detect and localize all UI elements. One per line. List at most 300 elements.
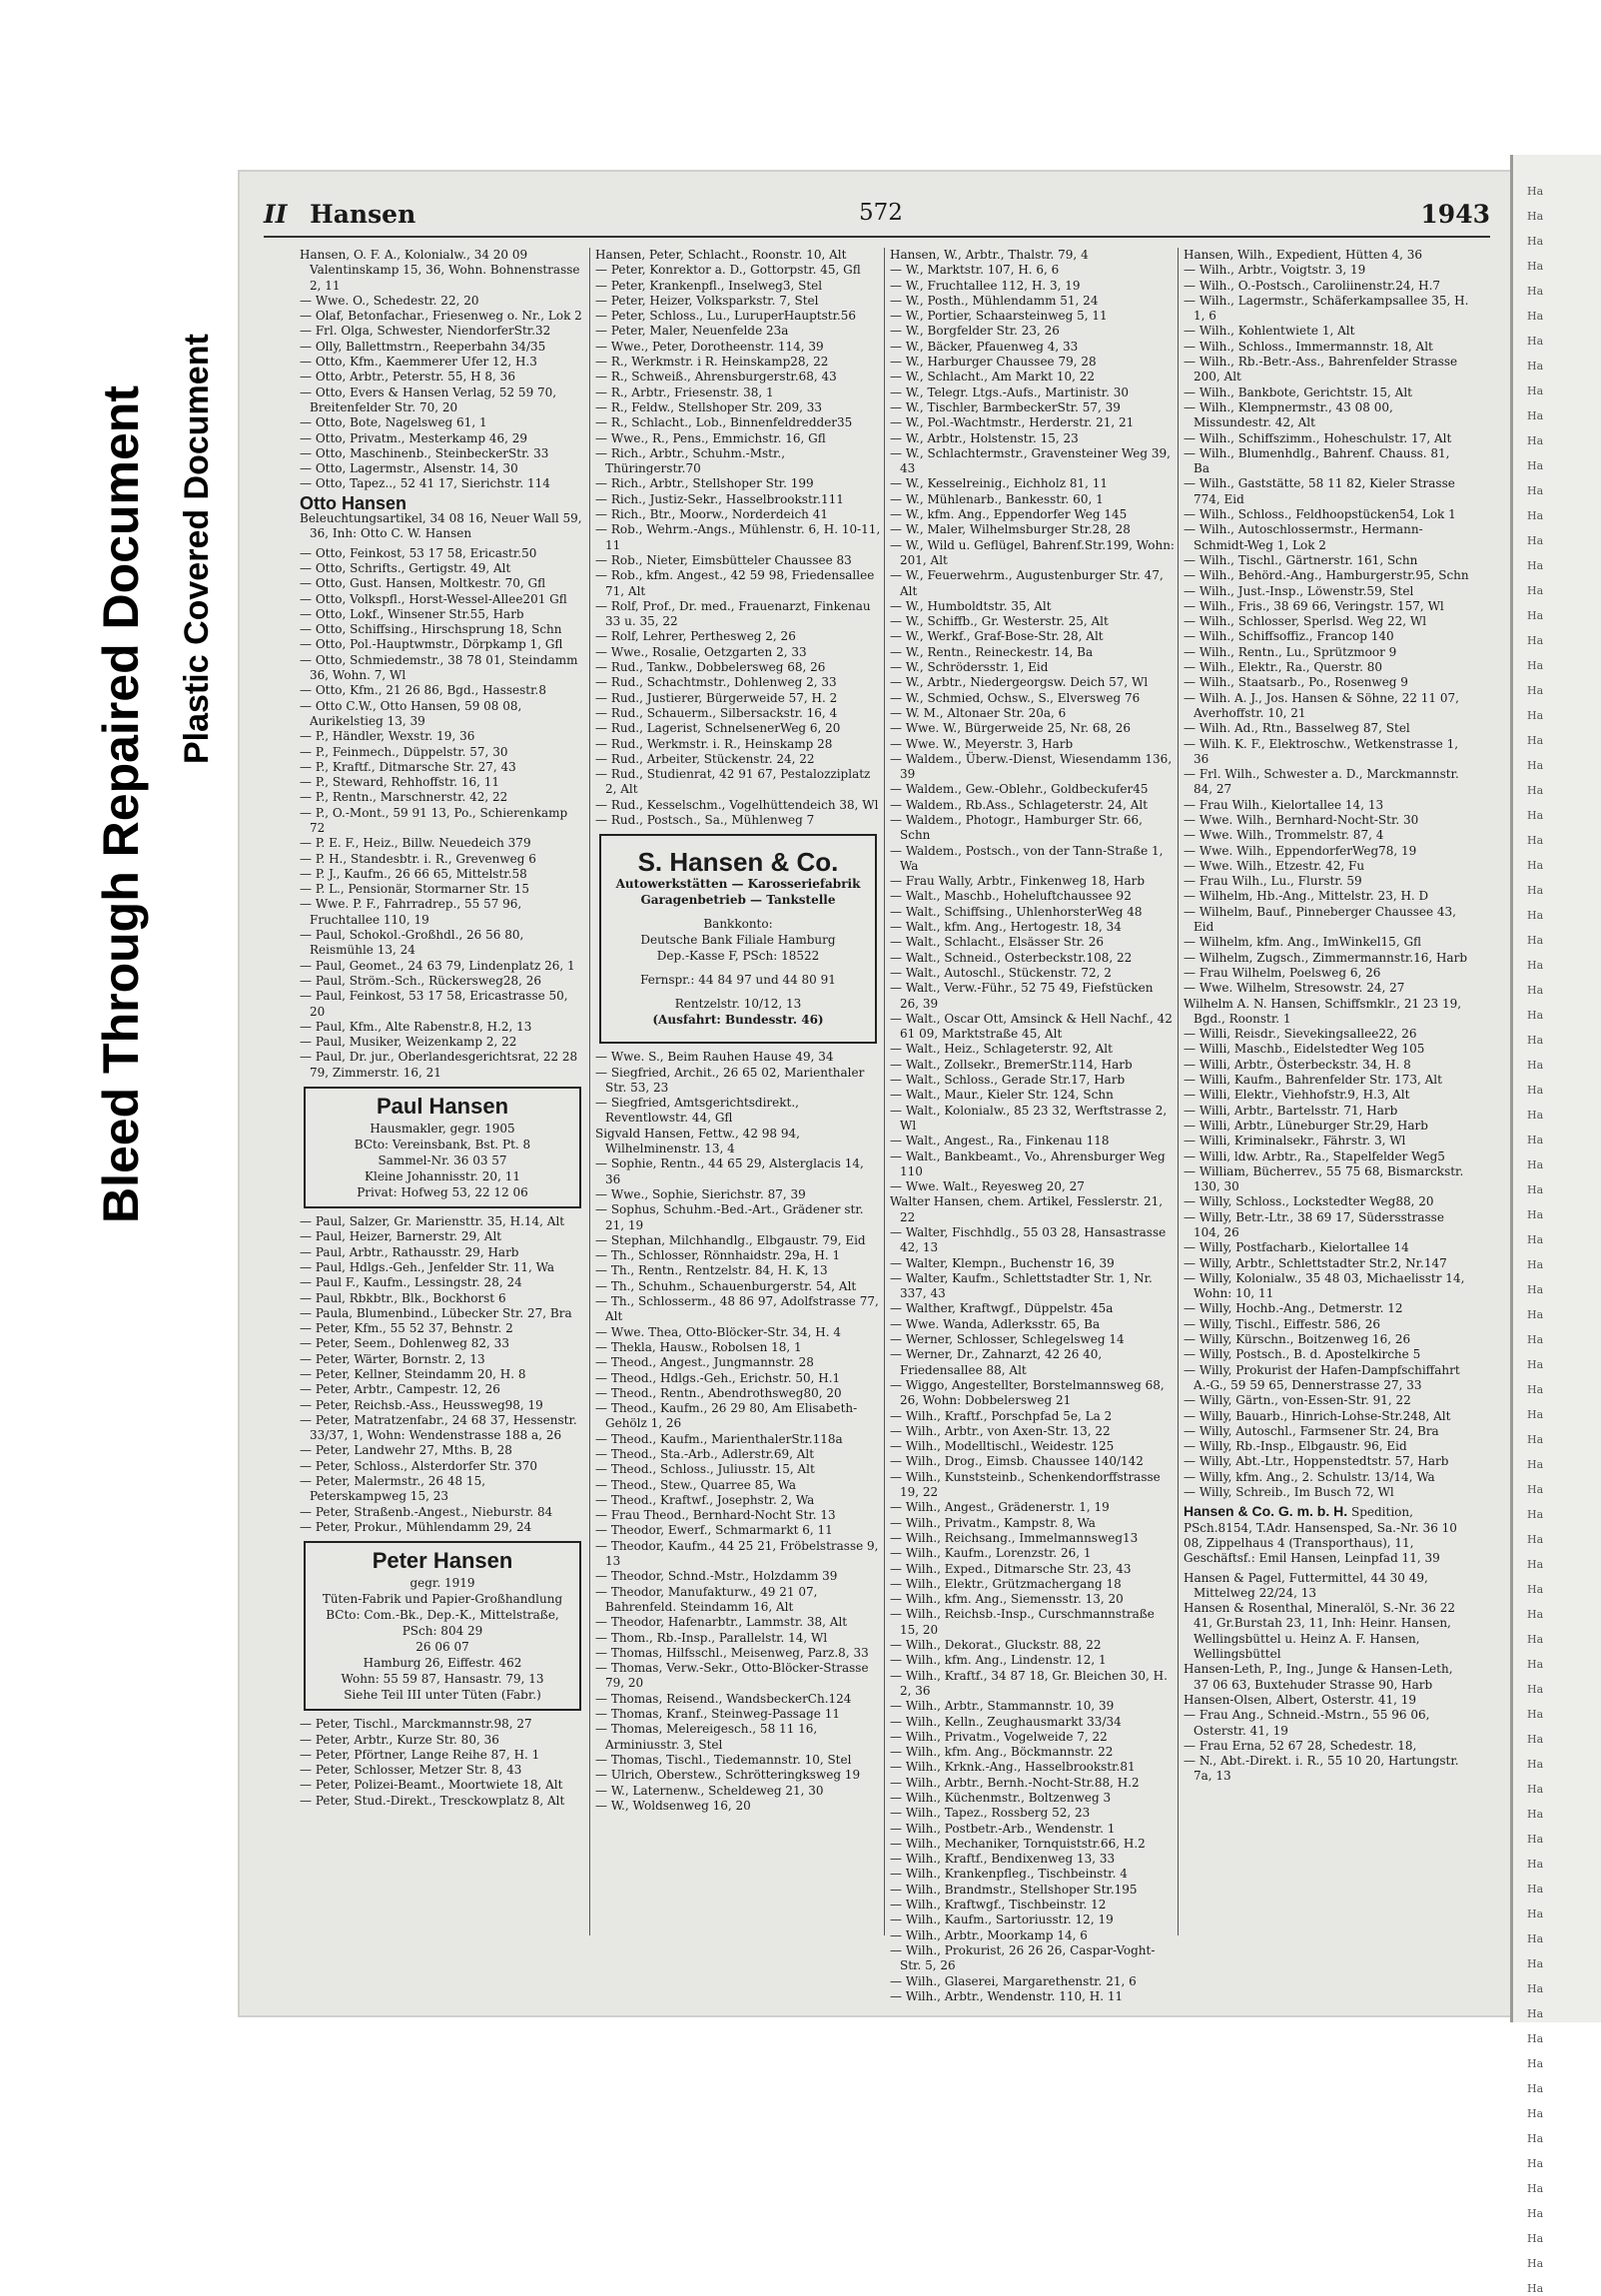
directory-entry: — Rolf, Lehrer, Perthesweg 2, 26 bbox=[595, 629, 796, 644]
edge-entry: Ha bbox=[1527, 1957, 1544, 1970]
edge-entry: Ha bbox=[1527, 934, 1544, 947]
edge-entry: Ha bbox=[1527, 884, 1544, 897]
directory-entry: — W., Marktstr. 107, H. 6, 6 bbox=[890, 263, 1060, 278]
edge-entry: Ha bbox=[1527, 459, 1544, 472]
directory-entry: — Otto C.W., Otto Hansen, 59 08 08, Aurikelstieg 13, 39 bbox=[300, 698, 522, 728]
directory-entry: — Wilh. Ad., Rtn., Basselweg 87, Stel bbox=[1184, 721, 1410, 736]
directory-entry: — Frl. Olga, Schwester, NiendorferStr.32 bbox=[300, 324, 551, 339]
directory-entry: — Wwe., Rosalie, Oetzgarten 2, 33 bbox=[595, 644, 807, 659]
box-line: gegr. 1919 bbox=[409, 1576, 475, 1591]
directory-entry: Hansen, W., Arbtr., Thalstr. 79, 4 bbox=[890, 248, 1089, 262]
edge-entry: Ha bbox=[1527, 1333, 1544, 1346]
edge-entry: Ha bbox=[1527, 1583, 1544, 1596]
directory-entry: — Wilh., Angest., Grädenerstr. 1, 19 bbox=[890, 1500, 1110, 1515]
directory-entry: — Thomas, Hilfsschl., Meisenweg, Parz.8, 33 bbox=[595, 1645, 869, 1660]
directory-entry: — Willy, Betr.-Ltr., 38 69 17, Südersstrasse 104, 26 bbox=[1184, 1209, 1444, 1239]
edge-entry: Ha bbox=[1527, 1658, 1544, 1671]
directory-entry: — Ulrich, Oberstew., Schrötteringksweg 19 bbox=[595, 1768, 861, 1783]
directory-entry: — Peter, Matratzenfabr., 24 68 37, Hessenstr. 33/37, 1, Wohn: Wendenstrasse 188 a, 26 bbox=[300, 1412, 577, 1443]
directory-entry: — Wilh., Arbtr., Voigtstr. 3, 19 bbox=[1184, 263, 1366, 278]
directory-entry: — Wilh., Autoschlossermstr., Hermann-Schmidt-Weg 1, Lok 2 bbox=[1184, 522, 1423, 552]
directory-entry: — R., Arbtr., Friesenstr. 38, 1 bbox=[595, 384, 774, 399]
directory-entry: — Wwe. Thea, Otto-Blöcker-Str. 34, H. 4 bbox=[595, 1324, 842, 1339]
edge-entry: Ha bbox=[1527, 210, 1544, 223]
directory-entry: — Wilh., kfm. Ang., Siemensstr. 13, 20 bbox=[890, 1592, 1124, 1607]
directory-entry: — Wilhelm, kfm. Ang., ImWinkel15, Gfl bbox=[1184, 935, 1422, 950]
directory-entry: — Peter, Stud.-Direkt., Tresckowplatz 8, Alt bbox=[300, 1793, 565, 1808]
directory-entry: — Walter, Kaufm., Schlettstadter Str. 1, Nr. 337, 43 bbox=[890, 1270, 1153, 1301]
edge-entry: Ha bbox=[1527, 260, 1544, 273]
directory-entry: — Rolf, Prof., Dr. med., Frauenarzt, Finkenau 33 u. 35, 22 bbox=[595, 598, 871, 629]
entries-block bbox=[300, 1214, 585, 1535]
directory-entry: — R., Schweiß., Ahrensburgerstr.68, 43 bbox=[595, 370, 837, 384]
edge-entry: Ha bbox=[1527, 1908, 1544, 1920]
directory-entry: — Theodor, Hafenarbtr., Lammstr. 38, Alt bbox=[595, 1615, 848, 1630]
directory-entry: — Th., Rentn., Rentzelstr. 84, H. K, 13 bbox=[595, 1263, 828, 1278]
box-line: Tüten-Fabrik und Papier-Großhandlung bbox=[322, 1592, 563, 1607]
edge-entry: Ha bbox=[1527, 1458, 1544, 1471]
directory-entry: — Wwe., Peter, Dorotheenstr. 114, 39 bbox=[595, 339, 824, 354]
box-lines bbox=[310, 1121, 575, 1200]
directory-entry: — Wilh., Fris., 38 69 66, Veringstr. 157, Wl bbox=[1184, 598, 1444, 613]
directory-entry: — Thomas, Reisend., WandsbeckerCh.124 bbox=[595, 1691, 852, 1706]
directory-entry: — Wilh., Küchenmstr., Boltzenweg 3 bbox=[890, 1790, 1112, 1805]
directory-entry: — Wilh., O.-Postsch., Caroliinenstr.24, H.7 bbox=[1184, 278, 1441, 293]
directory-entry: — Walt., Oscar Ott, Amsinck & Hell Nachf., 42 61 09, Marktstraße 45, Alt bbox=[890, 1011, 1173, 1042]
directory-entry: — Walter, Klempn., Buchenstr 16, 39 bbox=[890, 1255, 1115, 1270]
directory-entry: — Wilh., Rentn., Lu., Sprützmoor 9 bbox=[1184, 644, 1397, 659]
edge-entry: Ha bbox=[1527, 1633, 1544, 1646]
directory-entry: — Wiggo, Angestellter, Borstelmannsweg 68, 26, Wohn: Dobbelersweg 21 bbox=[890, 1377, 1165, 1408]
directory-entry: — Rud., Werkmstr. i. R., Heinskamp 28 bbox=[595, 736, 833, 751]
box-line: Dep.-Kasse F, PSch: 18522 bbox=[656, 949, 820, 964]
box-line: Bankkonto: bbox=[703, 917, 773, 932]
entries-block bbox=[595, 248, 881, 828]
edge-entry: Ha bbox=[1527, 1134, 1544, 1147]
edge-entry: Ha bbox=[1527, 1258, 1544, 1271]
edge-entry: Ha bbox=[1527, 509, 1544, 522]
peter-hansen-box bbox=[304, 1541, 581, 1711]
directory-entry: — Otto, Tapez.., 52 41 17, Sierichstr. 114 bbox=[300, 476, 550, 491]
edge-entry: Ha bbox=[1527, 360, 1544, 373]
directory-entry: — W., Schlacht., Am Markt 10, 22 bbox=[890, 370, 1095, 384]
directory-entry: — Walther, Kraftwgf., Düppelstr. 45a bbox=[890, 1301, 1114, 1316]
directory-entry: — Theod., Schloss., Juliusstr. 15, Alt bbox=[595, 1462, 815, 1477]
box-line: BCto: Vereinsbank, Bst. Pt. 8 bbox=[354, 1138, 531, 1152]
directory-entry: — W., Pol.-Wachtmstr., Herderstr. 21, 21 bbox=[890, 415, 1135, 430]
directory-entry: — Rud., Postsch., Sa., Mühlenweg 7 bbox=[595, 812, 815, 827]
directory-entry: — Waldem., Gew.-Oblehr., Goldbeckufer45 bbox=[890, 782, 1149, 797]
edge-entry: Ha bbox=[1527, 1383, 1544, 1396]
directory-entry: — P. H., Standesbtr. i. R., Grevenweg 6 bbox=[300, 851, 536, 866]
directory-entry: — Wilh., Rb.-Betr.-Ass., Bahrenfelder Strasse 200, Alt bbox=[1184, 355, 1458, 384]
edge-entry: Ha bbox=[1527, 1408, 1544, 1421]
edge-entry: Ha bbox=[1527, 2032, 1544, 2045]
directory-entry: — Thomas, Verw.-Sekr., Otto-Blöcker-Strasse 79, 20 bbox=[595, 1661, 869, 1691]
box-title: Paul Hansen bbox=[376, 1094, 509, 1120]
directory-entry: — Waldem., Postsch., von der Tann-Straße 1, Wa bbox=[890, 843, 1164, 873]
directory-entry: — Walt., Heiz., Schlageterstr. 92, Alt bbox=[890, 1042, 1113, 1057]
directory-entry: — Rud., Arbeiter, Stückenstr. 24, 22 bbox=[595, 751, 815, 766]
directory-entry: — W., Rentn., Reineckestr. 14, Ba bbox=[890, 644, 1094, 659]
directory-entry: — Paul, Feinkost, 53 17 58, Ericastrasse 50, 20 bbox=[300, 989, 568, 1019]
directory-entry: — Paul, Dr. jur., Oberlandesgerichtsrat, 22 28 79, Zimmerstr. 16, 21 bbox=[300, 1050, 578, 1080]
directory-entry: — Wwe. Walt., Reyesweg 20, 27 bbox=[890, 1179, 1085, 1194]
directory-entry: — Walt., Schloss., Gerade Str.17, Harb bbox=[890, 1073, 1126, 1088]
directory-entry: — Wilh., Schiffszimm., Hoheschulstr. 17, Alt bbox=[1184, 430, 1452, 445]
edge-entry: Ha bbox=[1527, 1533, 1544, 1546]
directory-entry: — Wilh., Kraftwgf., Tischbeinstr. 12 bbox=[890, 1898, 1107, 1913]
directory-entry: — Wwe. Wilh., EppendorferWeg78, 19 bbox=[1184, 843, 1417, 858]
directory-entry: — Peter, Krankenpfl., Inselweg3, Stel bbox=[595, 278, 823, 293]
next-page-edge bbox=[1510, 155, 1601, 2295]
edge-entry: Ha bbox=[1527, 285, 1544, 298]
directory-entry: — Sophie, Rentn., 44 65 29, Alsterglacis 14, 36 bbox=[595, 1156, 864, 1186]
directory-entry: — Rud., Schauerm., Silbersackstr. 16, 4 bbox=[595, 705, 838, 720]
edge-entry: Ha bbox=[1527, 1059, 1544, 1072]
directory-entry: — Sophus, Schuhm.-Bed.-Art., Grädener str. 21, 19 bbox=[595, 1202, 864, 1232]
directory-entry: — Willy, Bauarb., Hinrich-Lohse-Str.248, Alt bbox=[1184, 1408, 1451, 1423]
directory-entry: — Peter, Schloss., Alsterdorfer Str. 370 bbox=[300, 1458, 537, 1473]
directory-entry: — Wwe. Wilhelm, Stresowstr. 24, 27 bbox=[1184, 981, 1405, 996]
edge-entry: Ha bbox=[1527, 1708, 1544, 1721]
edge-entry: Ha bbox=[1527, 534, 1544, 547]
directory-entry: — Wilh., Privatm., Vogelweide 7, 22 bbox=[890, 1729, 1108, 1744]
directory-entry: — Wilh., Glaserei, Margarethenstr. 21, 6 bbox=[890, 1973, 1137, 1988]
directory-entry: — Frau Theod., Bernhard-Nocht Str. 13 bbox=[595, 1508, 836, 1523]
directory-entry: — Walt., Kolonialw., 85 23 32, Werftstrasse 2, Wl bbox=[890, 1103, 1168, 1133]
directory-entry: — Willi, Kriminalsekr., Fährstr. 3, Wl bbox=[1184, 1134, 1406, 1148]
edge-entry: Ha bbox=[1527, 1558, 1544, 1571]
directory-entry: — Wilh., Arbtr., Moorkamp 14, 6 bbox=[890, 1927, 1088, 1942]
directory-entry: — Walt., Autoschl., Stückenstr. 72, 2 bbox=[890, 965, 1112, 980]
directory-entry: — W., Arbtr., Niedergeorgsw. Deich 57, Wl bbox=[890, 675, 1149, 690]
edge-entry: Ha bbox=[1527, 1358, 1544, 1371]
directory-entry: — Peter, Landwehr 27, Mths. B, 28 bbox=[300, 1443, 512, 1458]
entries-block bbox=[300, 1717, 585, 1809]
directory-entry: — Walt., Schneid., Osterbeckstr.108, 22 bbox=[890, 950, 1133, 965]
directory-entry: — W., Schrödersstr. 1, Eid bbox=[890, 660, 1049, 675]
directory-entry: — Wilh., Schloss., Feldhoopstücken54, Lok 1 bbox=[1184, 507, 1456, 522]
directory-entry: — Rud., Justierer, Bürgerweide 57, H. 2 bbox=[595, 690, 838, 705]
directory-entry: — Wilh., Kraftf., Porschpfad 5e, La 2 bbox=[890, 1408, 1113, 1423]
directory-entry: — Wwe., R., Pens., Emmichstr. 16, Gfl bbox=[595, 430, 826, 445]
directory-entry: — N., Abt.-Direkt. i. R., 55 10 20, Hartungstr. 7a, 13 bbox=[1184, 1754, 1459, 1784]
directory-entry: — Otto, Lagermstr., Alsenstr. 14, 30 bbox=[300, 461, 518, 476]
column-4 bbox=[1184, 248, 1469, 1925]
directory-entry: — Wilh., Modelltischl., Weidestr. 125 bbox=[890, 1439, 1115, 1454]
directory-entry: — Theodor, Ewerf., Schmarmarkt 6, 11 bbox=[595, 1523, 833, 1538]
edge-entry: Ha bbox=[1527, 1833, 1544, 1846]
directory-entry: — W., Woldsenweg 16, 20 bbox=[595, 1798, 751, 1813]
directory-entry: — Willy, kfm. Ang., 2. Schulstr. 13/14, Wa bbox=[1184, 1469, 1435, 1484]
directory-entry: — Wilh., Krankenpfleg., Tischbeinstr. 4 bbox=[890, 1867, 1128, 1882]
edge-entry: Ha bbox=[1527, 784, 1544, 797]
directory-entry: — Wilh., Behörd.-Ang., Hamburgerstr.95, Schn bbox=[1184, 568, 1469, 583]
column-2 bbox=[595, 248, 881, 1925]
directory-entry: — W., Telegr. Ltgs.-Aufs., Martinistr. 30 bbox=[890, 384, 1129, 399]
directory-entry: — Peter, Pförtner, Lange Reihe 87, H. 1 bbox=[300, 1747, 540, 1762]
directory-entry: — W., Portier, Schaarsteinweg 5, 11 bbox=[890, 309, 1108, 324]
directory-entry: — Otto, Maschinenb., SteinbeckerStr. 33 bbox=[300, 445, 549, 460]
edge-entry: Ha bbox=[1527, 809, 1544, 822]
directory-entry: — Walt., Schiffsing., UhlenhorsterWeg 48 bbox=[890, 904, 1143, 919]
directory-entry: — Otto, Schiffsing., Hirschsprung 18, Schn bbox=[300, 622, 562, 637]
edge-entry: Ha bbox=[1527, 434, 1544, 447]
directory-entry: — P. J., Kaufm., 26 66 65, Mittelstr.58 bbox=[300, 866, 527, 881]
box-line: Wohn: 55 59 87, Hansastr. 79, 13 bbox=[341, 1672, 544, 1687]
directory-entry: — Otto, Feinkost, 53 17 58, Ericastr.50 bbox=[300, 545, 537, 560]
directory-entry: — Theod., Kraftwf., Josephstr. 2, Wa bbox=[595, 1492, 815, 1507]
entries-block bbox=[890, 248, 1176, 2004]
page-header bbox=[264, 192, 1490, 238]
directory-entry: — Willy, Hochb.-Ang., Detmerstr. 12 bbox=[1184, 1301, 1403, 1316]
directory-entry: — R., Schlacht., Lob., Binnenfeldredder35 bbox=[595, 415, 853, 430]
directory-entry: — Wilh., Bankbote, Gerichtstr. 15, Alt bbox=[1184, 384, 1413, 399]
directory-entry: — Thomas, Tischl., Tiedemannstr. 10, Stel bbox=[595, 1752, 852, 1767]
edge-entry: Ha bbox=[1527, 1758, 1544, 1771]
directory-entry: — Theodor, Manufakturw., 49 21 07, Bahrenfeld. Steindamm 16, Alt bbox=[595, 1584, 818, 1614]
directory-entry: — Waldem., Photogr., Hamburger Str. 66, Schn bbox=[890, 812, 1143, 843]
directory-entry: — Rob., Nieter, Eimsbütteler Chaussee 83 bbox=[595, 552, 852, 567]
directory-entry: — Rich., Arbtr., Schuhm.-Mstr., Thüringerstr.70 bbox=[595, 445, 786, 476]
directory-entry: Wilhelm A. N. Hansen, Schiffsmklr., 21 23 19, Bgd., Roonstr. 1 bbox=[1184, 996, 1462, 1026]
directory-entry: — Wilh., Arbtr., Wendenstr. 110, H. 11 bbox=[890, 1988, 1124, 2003]
directory-entry: — Walter, Fischhdlg., 55 03 28, Hansastrasse 42, 13 bbox=[890, 1225, 1167, 1255]
directory-entry: — Wilh., Schloss., Immermannstr. 18, Alt bbox=[1184, 339, 1433, 354]
edge-entry: Ha bbox=[1527, 1034, 1544, 1047]
edge-entry: Ha bbox=[1527, 659, 1544, 672]
directory-entry: — Theod., Kaufm., MarienthalerStr.118a bbox=[595, 1431, 843, 1446]
directory-entry: — Walt., Bankbeamt., Vo., Ahrensburger Weg 110 bbox=[890, 1148, 1166, 1178]
edge-entry: Ha bbox=[1527, 634, 1544, 647]
directory-entry: — Wwe. S., Beim Rauhen Hause 49, 34 bbox=[595, 1050, 834, 1065]
directory-entry: — Wilh., Kaufm., Sartoriusstr. 12, 19 bbox=[890, 1913, 1114, 1927]
firm-details: Spedition, PSch.8154, T.Adr. Hansensped, Sa.-Nr. 36 10 08, Zippelhaus 4 (Transporthaus), 11, Geschäftsf.: Emil Hansen, Leinpfad 11, 39 bbox=[1184, 1505, 1457, 1566]
directory-entry: — Otto, Bote, Nagelsweg 61, 1 bbox=[300, 415, 487, 430]
directory-entry: — Wilh. K. F., Elektroschw., Wetkenstrasse 1, 36 bbox=[1184, 736, 1459, 766]
directory-entry: — Peter, Arbtr., Campestr. 12, 26 bbox=[300, 1382, 500, 1397]
directory-entry: — Willi, ldw. Arbtr., Ra., Stapelfelder Weg5 bbox=[1184, 1148, 1445, 1163]
edge-entry: Ha bbox=[1527, 2132, 1544, 2145]
plastic-covered-label: Plastic Covered Document bbox=[178, 334, 216, 764]
bleed-through-label: Bleed Through Repaired Document bbox=[93, 385, 149, 1223]
directory-entry: — Willi, Maschb., Eidelstedter Weg 105 bbox=[1184, 1042, 1425, 1057]
directory-entry: — Willi, Elektr., Viehhofstr.9, H.3, Alt bbox=[1184, 1088, 1410, 1103]
directory-entry: — Theod., Hdlgs.-Geh., Erichstr. 50, H.1 bbox=[595, 1370, 841, 1385]
directory-entry: — P., Steward, Rehhoffstr. 16, 11 bbox=[300, 775, 500, 790]
directory-entry: — Otto, Gust. Hansen, Moltkestr. 70, Gfl bbox=[300, 576, 546, 591]
edge-entry: Ha bbox=[1527, 2057, 1544, 2070]
column-rule bbox=[1178, 248, 1179, 1935]
edge-entry: Ha bbox=[1527, 959, 1544, 972]
directory-entry: — Wilh., Lagermstr., Schäferkampsallee 35, H. 1, 6 bbox=[1184, 293, 1469, 324]
directory-entry: — Wilh., Dekorat., Gluckstr. 88, 22 bbox=[890, 1638, 1102, 1653]
directory-entry: — Paul, Heizer, Barnerstr. 29, Alt bbox=[300, 1229, 502, 1244]
directory-entry: — Otto, Kfm., 21 26 86, Bgd., Hassestr.8 bbox=[300, 683, 546, 698]
directory-entry: — Frau Wally, Arbtr., Finkenweg 18, Harb bbox=[890, 874, 1146, 889]
directory-entry: — W., Bäcker, Pfauenweg 4, 33 bbox=[890, 339, 1079, 354]
directory-entry: — Paul F., Kaufm., Lessingstr. 28, 24 bbox=[300, 1275, 522, 1290]
directory-entry: — Peter, Prokur., Mühlendamm 29, 24 bbox=[300, 1519, 532, 1534]
directory-entry: — W., kfm. Ang., Eppendorfer Weg 145 bbox=[890, 507, 1128, 522]
directory-entry: — Otto, Schmiedemstr., 38 78 01, Steindamm 36, Wohn. 7, Wl bbox=[300, 652, 578, 683]
directory-entry: — Otto, Arbtr., Peterstr. 55, H 8, 36 bbox=[300, 370, 515, 384]
directory-entry: — Wwe. P. F., Fahrradrep., 55 57 96, Fruchtallee 110, 19 bbox=[300, 897, 522, 927]
directory-entry: Hansen, O. F. A., Kolonialw., 34 20 09 Valentinskamp 15, 36, Wohn. Bohnenstrasse 2, 11 bbox=[300, 248, 580, 293]
edge-entry: Ha bbox=[1527, 185, 1544, 198]
directory-entry: — Willi, Reisdr., Sievekingsallee22, 26 bbox=[1184, 1027, 1417, 1042]
edge-entry: Ha bbox=[1527, 1283, 1544, 1296]
edge-entry: Ha bbox=[1527, 1783, 1544, 1796]
directory-entry: — Rud., Tankw., Dobbelersweg 68, 26 bbox=[595, 660, 826, 675]
directory-entry: — R., Werkmstr. i R. Heinskamp28, 22 bbox=[595, 355, 829, 370]
directory-entry: — Wwe. W., Bürgerweide 25, Nr. 68, 26 bbox=[890, 721, 1132, 736]
edge-entry: Ha bbox=[1527, 2107, 1544, 2120]
directory-entry: — Paul, Arbtr., Rathausstr. 29, Harb bbox=[300, 1244, 519, 1259]
edge-entry: Ha bbox=[1527, 1483, 1544, 1496]
header-name: Hansen bbox=[310, 200, 416, 229]
directory-entry: — Wwe. O., Schedestr. 22, 20 bbox=[300, 293, 479, 308]
directory-entry: — Walt., Angest., Ra., Finkenau 118 bbox=[890, 1134, 1110, 1148]
directory-entry: — W., Humboldtstr. 35, Alt bbox=[890, 598, 1052, 613]
directory-entry: — Willy, Rb.-Insp., Elbgaustr. 96, Eid bbox=[1184, 1439, 1407, 1454]
box-title: S. Hansen & Co. bbox=[637, 847, 839, 878]
directory-entry: — Willy, Prokurist der Hafen-Dampfschiffahrt A.-G., 59 59 65, Dennerstrasse 27, 33 bbox=[1184, 1362, 1460, 1392]
edge-entry: Ha bbox=[1527, 1683, 1544, 1696]
entries-block bbox=[300, 546, 585, 1081]
directory-entry: — Paul, Schokol.-Großhdl., 26 56 80, Reismühle 13, 24 bbox=[300, 928, 524, 958]
directory-entry: — R., Feldw., Stellshoper Str. 209, 33 bbox=[595, 399, 823, 414]
directory-entry: — Thomas, Kranf., Steinweg-Passage 11 bbox=[595, 1707, 840, 1722]
directory-entry: — Willi, Kaufm., Bahrenfelder Str. 173, Alt bbox=[1184, 1073, 1442, 1088]
directory-entry: — Wilh., Elektr., Ra., Querstr. 80 bbox=[1184, 660, 1383, 675]
directory-entry: — W., Tischler, BarmbeckerStr. 57, 39 bbox=[890, 399, 1121, 414]
edge-lines bbox=[1513, 155, 1601, 2296]
directory-entry: — Peter, Maler, Neuenfelde 23a bbox=[595, 324, 789, 339]
box-line: Rentzelstr. 10/12, 13 bbox=[674, 997, 802, 1012]
directory-entry: — Wilh., Brandmstr., Stellshoper Str.195 bbox=[890, 1882, 1138, 1897]
directory-entry: — W., Feuerwehrm., Augustenburger Str. 47, Alt bbox=[890, 568, 1164, 598]
directory-entry: — Wilh., kfm. Ang., Böckmannstr. 22 bbox=[890, 1745, 1114, 1760]
firm-name: Hansen & Co. G. m. b. H. bbox=[1184, 1503, 1348, 1520]
directory-entry: — Rich., Justiz-Sekr., Hasselbrookstr.111 bbox=[595, 491, 844, 506]
directory-entry: — Willy, Kürschn., Boitzenweg 16, 26 bbox=[1184, 1332, 1411, 1347]
directory-entry: — Theodor, Schnd.-Mstr., Holzdamm 39 bbox=[595, 1569, 838, 1584]
directory-entry: — W., Wild u. Geflügel, Bahrenf.Str.199, Wohn: 201, Alt bbox=[890, 537, 1175, 567]
directory-entry: — Otto, Schrifts., Gertigstr. 49, Alt bbox=[300, 560, 511, 575]
directory-entry: — Theodor, Kaufm., 44 25 21, Fröbelstrasse 9, 13 bbox=[595, 1538, 879, 1569]
directory-entry: — Thekla, Hausw., Robolsen 18, 1 bbox=[595, 1339, 802, 1354]
directory-entry: — Werner, Schlosser, Schlegelsweg 14 bbox=[890, 1332, 1125, 1347]
directory-entry: — Waldem., Überw.-Dienst, Wiesendamm 136, 39 bbox=[890, 751, 1173, 782]
directory-entry: — W. M., Altonaer Str. 20a, 6 bbox=[890, 705, 1067, 720]
directory-entry: Sigvald Hansen, Fettw., 42 98 94, Wilhelminenstr. 13, 4 bbox=[595, 1126, 800, 1156]
directory-entry: — Peter, Kfm., 55 52 37, Behnstr. 2 bbox=[300, 1321, 513, 1336]
box-line: Siehe Teil III unter Tüten (Fabr.) bbox=[344, 1688, 541, 1703]
box-line: 26 06 07 bbox=[415, 1640, 469, 1655]
directory-entry: — Walt., Maschb., Hoheluftchaussee 92 bbox=[890, 889, 1132, 904]
edge-entry: Ha bbox=[1527, 1308, 1544, 1321]
directory-entry: — Frau Erna, 52 67 28, Schedestr. 18, bbox=[1184, 1738, 1417, 1753]
edge-entry: Ha bbox=[1527, 2257, 1544, 2270]
directory-entry: — Wilhelm, Hb.-Ang., Mittelstr. 23, H. D bbox=[1184, 889, 1429, 904]
page-number: 572 bbox=[859, 200, 903, 226]
directory-entry: — Willy, Autoschl., Farmsener Str. 24, Bra bbox=[1184, 1423, 1439, 1438]
directory-entry: — W., Werkf., Graf-Bose-Str. 28, Alt bbox=[890, 629, 1104, 644]
directory-entry: — Wwe. Wilh., Etzestr. 42, Fu bbox=[1184, 858, 1365, 873]
box-line: Kleine Johannisstr. 20, 11 bbox=[365, 1169, 520, 1184]
directory-entry: — Wilh., Kohlentwiete 1, Alt bbox=[1184, 324, 1355, 339]
directory-entry: — Th., Schlosserm., 48 86 97, Adolfstrasse 77, Alt bbox=[595, 1294, 879, 1324]
directory-entry: — Wilh., kfm. Ang., Lindenstr. 12, 1 bbox=[890, 1653, 1107, 1668]
edge-entry: Ha bbox=[1527, 2282, 1544, 2295]
box-line: Sammel-Nr. 36 03 57 bbox=[378, 1153, 507, 1168]
directory-entry: — P. E. F., Heiz., Billw. Neuedeich 379 bbox=[300, 836, 531, 851]
directory-entry: — W., Arbtr., Holstenstr. 15, 23 bbox=[890, 430, 1079, 445]
directory-entry: Hansen-Olsen, Albert, Osterstr. 41, 19 bbox=[1184, 1692, 1417, 1707]
directory-entry: — Otto, Privatm., Mesterkamp 46, 29 bbox=[300, 430, 528, 445]
edge-entry: Ha bbox=[1527, 1883, 1544, 1896]
directory-entry: — Theod., Angest., Jungmannstr. 28 bbox=[595, 1355, 814, 1370]
edge-entry: Ha bbox=[1527, 1433, 1544, 1446]
directory-entry: — W., Posth., Mühlendamm 51, 24 bbox=[890, 293, 1099, 308]
directory-entry: — Wwe. Wilh., Bernhard-Nocht-Str. 30 bbox=[1184, 812, 1419, 827]
directory-entry: — P., Feinmech., Düppelstr. 57, 30 bbox=[300, 744, 508, 759]
edge-entry: Ha bbox=[1527, 1733, 1544, 1746]
directory-entry: — Theod., Rentn., Abendrothsweg80, 20 bbox=[595, 1385, 842, 1400]
edge-entry: Ha bbox=[1527, 1858, 1544, 1871]
directory-entry: — Paul, Hdlgs.-Geh., Jenfelder Str. 11, Wa bbox=[300, 1259, 555, 1274]
directory-entry: — Wilh., Drog., Eimsb. Chaussee 140/142 bbox=[890, 1454, 1144, 1469]
directory-entry: — Paula, Blumenbind., Lübecker Str. 27, Bra bbox=[300, 1305, 572, 1320]
directory-entry: — Wwe., Sophie, Sierichstr. 87, 39 bbox=[595, 1186, 806, 1201]
directory-entry: — Wilh., Reichsang., Immelmannsweg13 bbox=[890, 1530, 1139, 1545]
directory-entry: — Wilh., Arbtr., Bernh.-Nocht-Str.88, H.2 bbox=[890, 1775, 1140, 1790]
directory-entry: — Willi, Arbtr., Österbeckstr. 34, H. 8 bbox=[1184, 1057, 1411, 1072]
directory-entry: — Paul, Musiker, Weizenkamp 2, 22 bbox=[300, 1035, 517, 1050]
edge-entry: Ha bbox=[1527, 1183, 1544, 1196]
directory-entry: — Willy, Gärtn., von-Essen-Str. 91, 22 bbox=[1184, 1393, 1411, 1408]
column-1 bbox=[300, 248, 585, 1925]
directory-entry: — Thom., Rb.-Insp., Parallelstr. 14, Wl bbox=[595, 1630, 828, 1645]
directory-entry: — Wilh., Staatsarb., Po., Rosenweg 9 bbox=[1184, 675, 1408, 690]
directory-entry: — Siegfried, Archit., 26 65 02, Marienthaler Str. 53, 23 bbox=[595, 1065, 865, 1095]
directory-entry: — Wilh., Kraftf., 34 87 18, Gr. Bleichen 30, H. 2, 36 bbox=[890, 1668, 1168, 1698]
box-line: Privat: Hofweg 53, 22 12 06 bbox=[357, 1185, 528, 1200]
directory-entry: — Frau Wilh., Kielortallee 14, 13 bbox=[1184, 797, 1384, 812]
directory-entry: — Wilh., Gaststätte, 58 11 82, Kieler Strasse 774, Eid bbox=[1184, 476, 1455, 506]
directory-entry: Beleuchtungsartikel, 34 08 16, Neuer Wall 59, 36, Inh: Otto C. W. Hansen bbox=[300, 511, 582, 541]
edge-entry: Ha bbox=[1527, 335, 1544, 348]
directory-entry: — Frau Wilhelm, Poelsweg 6, 26 bbox=[1184, 965, 1381, 980]
directory-entry: — W., Borgfelder Str. 23, 26 bbox=[890, 324, 1060, 339]
edge-entry: Ha bbox=[1527, 684, 1544, 697]
firm-name: Otto Hansen bbox=[300, 492, 407, 513]
directory-entry: — Werner, Dr., Zahnarzt, 42 26 40, Friedensallee 88, Alt bbox=[890, 1347, 1103, 1377]
directory-entry: — Wilh., Postbetr.-Arb., Wendenstr. 1 bbox=[890, 1821, 1116, 1836]
directory-entry: — Wilh., Krknk.-Ang., Hasselbrookstr.81 bbox=[890, 1760, 1136, 1775]
entries-block bbox=[300, 248, 585, 492]
edge-entry: Ha bbox=[1527, 984, 1544, 997]
directory-entry: — Willy, Schreib., Im Busch 72, Wl bbox=[1184, 1485, 1394, 1500]
edge-entry: Ha bbox=[1527, 384, 1544, 397]
directory-entry: — Wwe. Wilh., Trommelstr. 87, 4 bbox=[1184, 828, 1384, 843]
directory-entry: — William, Bücherrev., 55 75 68, Bismarckstr. 130, 30 bbox=[1184, 1163, 1464, 1194]
directory-entry: — Waldem., Rb.Ass., Schlageterstr. 24, Alt bbox=[890, 797, 1149, 812]
directory-entry: — Wilh., Prokurist, 26 26 26, Caspar-Voght-Str. 5, 26 bbox=[890, 1942, 1156, 1973]
directory-entry: — Thomas, Melereigesch., 58 11 16, Arminiusstr. 3, Stel bbox=[595, 1722, 818, 1752]
